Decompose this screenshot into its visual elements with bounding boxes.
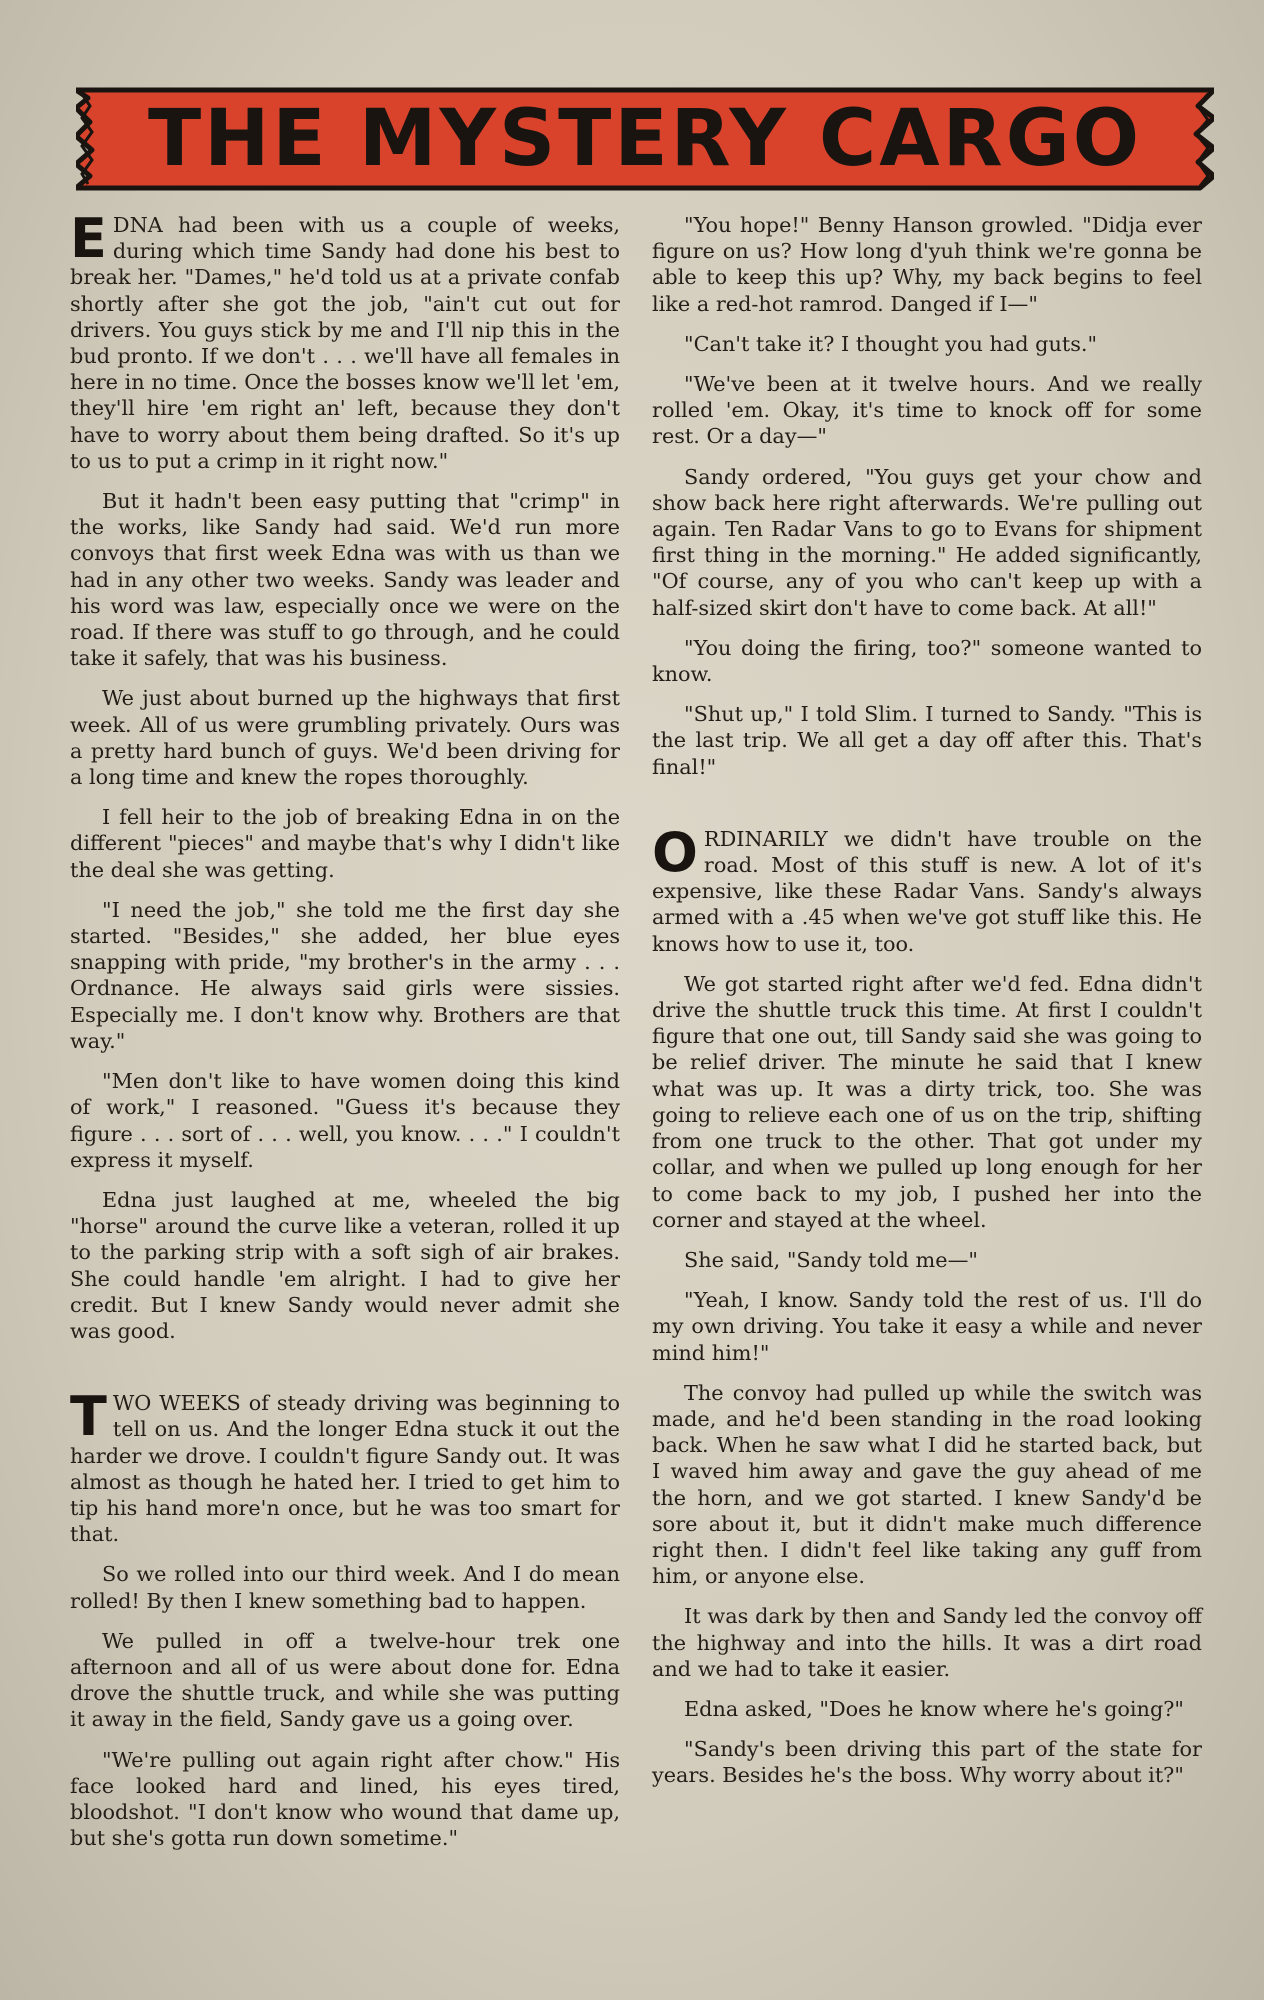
- paragraph: [652, 1696, 1202, 1722]
- paragraph-text: WO WEEKS of steady driving was beginning to tell on us. And the longer Edna stuck it out the harder we drove. I couldn't figure Sandy out. It was almost as though he hated her. I tried to get him to tip his hand more'n once, but he was too smart for that.: [70, 1391, 620, 1547]
- paragraph: [652, 971, 1202, 1233]
- drop-cap: E: [70, 207, 107, 270]
- paragraph-text: Edna just laughed at me, wheeled the big "horse" around the curve like a veteran, rolled it up to the parking strip with a soft sigh of air brakes. She could handle 'em alright. I had to give her credit. But I knew Sandy would never admit she was good.: [70, 1187, 620, 1343]
- paragraph: [652, 1247, 1202, 1273]
- title-banner: [76, 84, 1214, 194]
- paragraph: [70, 1628, 620, 1733]
- paragraph-text: She said, "Sandy told me—": [684, 1247, 978, 1272]
- paragraph: [70, 488, 620, 671]
- paragraph-text: The convoy had pulled up while the switch was made, and he'd been standing in the road looking back. When he saw what I did he started back, but I waved him away and gave the guy ahead of me the horn, and we got started. I knew Sandy'd be sore about it, but it didn't make much difference right then. I didn't feel like taking any guff from him, or anyone else.: [652, 1380, 1202, 1589]
- paragraph-text: "Can't take it? I thought you had guts.": [684, 331, 1098, 356]
- paragraph-text: RDINARILY we didn't have trouble on the road. Most of this stuff is new. A lot of it's expensive, like these Radar Vans. Sandy's always armed with a .45 when we've got stuff like this. He knows how to use it, too.: [652, 826, 1202, 956]
- paragraph-text: We just about burned up the highways that first week. All of us were grumbling privately. Ours was a pretty hard bunch of guys. We'd been driving for a long time and knew the ropes thoroughly.: [70, 686, 620, 790]
- paragraph-text: "Men don't like to have women doing this kind of work," I reasoned. "Guess it's because they figure . . . sort of . . . well, you know. . . ." I couldn't express it myself.: [70, 1069, 620, 1172]
- paragraph: [652, 331, 1202, 357]
- paragraph-text: It was dark by then and Sandy led the convoy off the highway and into the hills. It was a dirt road and we had to take it easier.: [652, 1604, 1202, 1681]
- page-title: THE MYSTERY CARGO: [147, 94, 1143, 184]
- paragraph-text: Sandy ordered, "You guys get your chow and show back here right afterwards. We're pulling out again. Ten Radar Vans to go to Evans for shipment first thing in the morning." He added significantly, "Of course, any of you who can't keep up with a half-sized skirt don't have to come back. At all!": [652, 464, 1202, 620]
- right-column: [652, 212, 1202, 1803]
- paragraph-text: "I need the job," she told me the first day she started. "Besides," she added, her blue eyes snapping with pride, "my brother's in the army . . . Ordnance. He always said girls were sissies. Especially me. I don't know why. Brothers are that way.": [70, 897, 620, 1053]
- paragraph-text: I fell heir to the job of breaking Edna in on the different "pieces" and maybe that's why I didn't like the deal she was getting.: [70, 805, 620, 882]
- left-column: [70, 207, 620, 1865]
- paragraph: [652, 1380, 1202, 1590]
- drop-cap: T: [70, 1385, 107, 1449]
- paragraph: [70, 1561, 620, 1613]
- paragraph-text: DNA had been with us a couple of weeks, during which time Sandy had done his best to break her. "Dames," he'd told us at a private confab shortly after she got the job, "ain't cut out for drivers. You guys stick by me and I'll nip this in the bud pronto. If we don't . . . we'll have all females in here in no time. Once the bosses know we'll let 'em, they'll hire 'em right an' left, because they don't have to worry about them being drafted. So it's up to us to put a crimp in it right now.": [70, 213, 620, 473]
- paragraph: [70, 1747, 620, 1852]
- paragraph: [652, 1736, 1202, 1788]
- drop-cap: O: [652, 820, 698, 884]
- paragraph: [652, 701, 1202, 780]
- paragraph: [652, 212, 1202, 317]
- paragraph: [652, 1287, 1202, 1366]
- paragraph-text: "We're pulling out again right after chow." His face looked hard and lined, his eyes tired, bloodshot. "I don't know who wound that dame up, but she's gotta run down sometime.": [70, 1747, 620, 1851]
- paragraph: [652, 1603, 1202, 1682]
- paragraph: [652, 464, 1202, 621]
- paragraph-text: "Yeah, I know. Sandy told the rest of us. I'll do my own driving. You take it easy a while and never mind him!": [652, 1288, 1202, 1365]
- paragraph-text: So we rolled into our third week. And I do mean rolled! By then I knew something bad to happen.: [70, 1562, 620, 1613]
- paragraph-text: We pulled in off a twelve-hour trek one afternoon and all of us were about done for. Edna drove the shuttle truck, and while she was putting it away in the field, Sandy gave us a going over.: [70, 1628, 620, 1732]
- paragraph-text: But it hadn't been easy putting that "crimp" in the works, like Sandy had said. We'd run more convoys that first week Edna was with us than we had in any other two weeks. Sandy was leader and his word was law, especially once we were on the road. If there was stuff to go through, and he could take it safely, that was his business.: [70, 489, 620, 671]
- paragraph-text: "We've been at it twelve hours. And we really rolled 'em. Okay, it's time to knock off for some rest. Or a day—": [652, 372, 1202, 449]
- paragraph-text: "Shut up," I told Slim. I turned to Sandy. "This is the last trip. We all get a day off after this. That's final!": [652, 702, 1202, 779]
- paragraph: [652, 820, 1202, 957]
- paragraph: [70, 804, 620, 883]
- paragraph: [70, 1385, 620, 1547]
- paragraph-text: We got started right after we'd fed. Edna didn't drive the shuttle truck this time. At first I couldn't figure that one out, till Sandy said she was going to be relief driver. The minute he said that I knew what was up. It was a dirty trick, too. She was going to relieve each one of us on the trip, shifting from one truck to the other. That got under my collar, and when we pulled up long enough for her to come back to my job, I pushed her into the corner and stayed at the wheel.: [652, 971, 1202, 1232]
- paragraph: [70, 207, 620, 474]
- paragraph: [70, 897, 620, 1054]
- paragraph: [652, 371, 1202, 450]
- paragraph-text: "Sandy's been driving this part of the state for years. Besides he's the boss. Why worry about it?": [652, 1737, 1202, 1788]
- paragraph-text: "You doing the firing, too?" someone wanted to know.: [652, 635, 1202, 687]
- paragraph: [70, 1068, 620, 1173]
- paragraph: [70, 685, 620, 790]
- paragraph-text: Edna asked, "Does he know where he's going?": [684, 1696, 1184, 1721]
- paragraph-text: "You hope!" Benny Hanson growled. "Didja ever figure on us? How long d'yuh think we're gonna be able to keep this up? Why, my back begins to feel like a red-hot ramrod. Danged if I—": [652, 213, 1202, 316]
- paragraph: [70, 1187, 620, 1344]
- paragraph: [652, 635, 1202, 687]
